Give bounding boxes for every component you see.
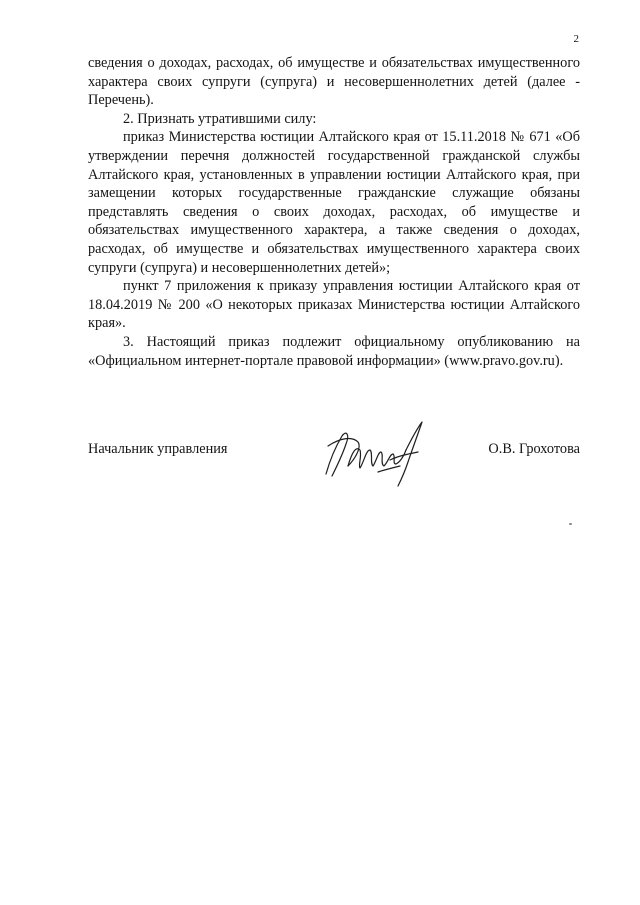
signatory-position: Начальник управления xyxy=(88,441,228,457)
page-number: 2 xyxy=(573,33,579,45)
signature-block xyxy=(88,416,580,488)
paragraph-repealed-order-2018: приказ Министерства юстиции Алтайского края от 15.11.2018 № 671 «Об утверждении перечня должностей государственной гражданской службы Алтайского края, установленных в управлении юстиции Алтайского края, при замещении которых государственные гражданские служащие обязаны представлять сведения о своих доходах, расходах, об имуществе и обязательствах имущественного характера, а также сведения о доходах, расходах, об имуществе и обязательствах имущественного характера своих супруги (супруга) и несовершеннолетних детей»; xyxy=(88,129,580,276)
document-body xyxy=(88,54,580,370)
signatory-name: О.В. Грохотова xyxy=(488,441,580,457)
paragraph-point-3: 3. Настоящий приказ подлежит официальному опубликованию на «Официальном интернет-портале правовой информации» (www.pravo.gov.ru). xyxy=(88,333,580,369)
handwritten-signature xyxy=(318,416,428,488)
paragraph-repealed-order-2019: пункт 7 приложения к приказу управления юстиции Алтайского края от 18.04.2019 № 200 «О некоторых приказах Министерства юстиции Алтайского края». xyxy=(88,278,580,332)
scan-speck xyxy=(569,523,572,525)
paragraph-list-continuation: сведения о доходах, расходах, об имуществе и обязательствах имущественного характера своих супруги (супруга) и несовершеннолетних детей (далее - Перечень). xyxy=(88,55,580,109)
paragraph-point-2: 2. Признать утратившими силу: xyxy=(123,110,317,127)
